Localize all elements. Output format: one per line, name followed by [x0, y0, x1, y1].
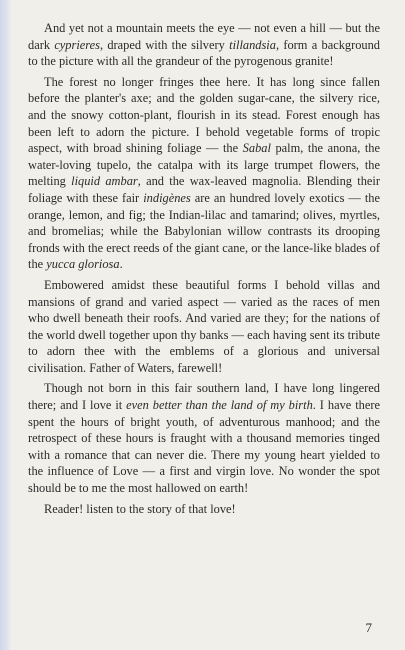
- text-run: Though not born in this fair southern land, I have long lingered there; and I love it: [28, 381, 380, 413]
- italic-text: liquid ambar: [71, 174, 138, 189]
- paragraph: [28, 74, 380, 273]
- italic-text: yucca gloriosa: [46, 257, 120, 272]
- italic-text: cyprieres: [54, 37, 100, 52]
- page-spine-shadow: [0, 0, 12, 650]
- page-number: 7: [365, 620, 372, 635]
- text-run: , and the wax-leaved magnolia. Blending their foliage with these fair: [28, 174, 380, 205]
- paragraph: [28, 277, 380, 377]
- text-run: The forest no longer fringes thee here. It has long since fallen before the planter's axe; and the golden sugar-cane, the silvery rice, and the snowy cotton-plant, flourish in its stead. Forest enough has been left to adorn the picture. I behold vegetable forms of tropic aspect, with broad shining foliage — the: [28, 74, 380, 156]
- paragraph: [28, 20, 380, 70]
- text-run: Embowered amidst these beautiful forms I behold villas and mansions of grand and varied aspect — varied as the races of men who dwell beneath their roofs. And varied are they; for the nations of the world dwell together upon thy banks — each having sent its tribute to adorn thee with the emblems of a glorious and universal civilisation. Father of Waters, farewell!: [28, 277, 380, 375]
- text-run: And yet not a mountain meets the eye — not even a hill — but the dark: [28, 21, 380, 52]
- italic-text: Sabal: [242, 141, 271, 156]
- text-run: , form a background to the picture with all the grandeur of the pyrogenous granite!: [28, 37, 380, 69]
- text-run: are an hundred lovely exotics — the orange, lemon, and fig; the Indian-lilac and tamarind; olives, myrtles, and bromelias; while the Babylonian willow contrasts its drooping fronds with the erect reeds of the giant cane, or the lance-like blades of the: [28, 190, 380, 272]
- text-run: , draped with the silvery: [99, 37, 230, 52]
- page-body-text: [28, 20, 380, 521]
- paragraph: [28, 380, 380, 496]
- italic-text: tillandsia: [229, 37, 276, 52]
- italic-text: even better than the land of my birth: [126, 398, 313, 413]
- italic-text: indigènes: [143, 190, 191, 205]
- text-run: palm, the anona, the water-loving tupelo, the catalpa with its large trumpet flowers, the melting: [28, 141, 380, 189]
- text-run: Reader! listen to the story of that love!: [44, 501, 236, 516]
- text-run: .: [119, 257, 123, 272]
- paragraph: [28, 501, 380, 518]
- text-run: . I have there spent the hours of bright youth, of adventurous manhood; and the retrospect of these hours is fraught with a thousand memories tinged with a romance that can never die. There my young heart yielded to the influence of Love — a first and virgin love. No wonder the spot should be to me the most hallowed on earth!: [28, 398, 380, 496]
